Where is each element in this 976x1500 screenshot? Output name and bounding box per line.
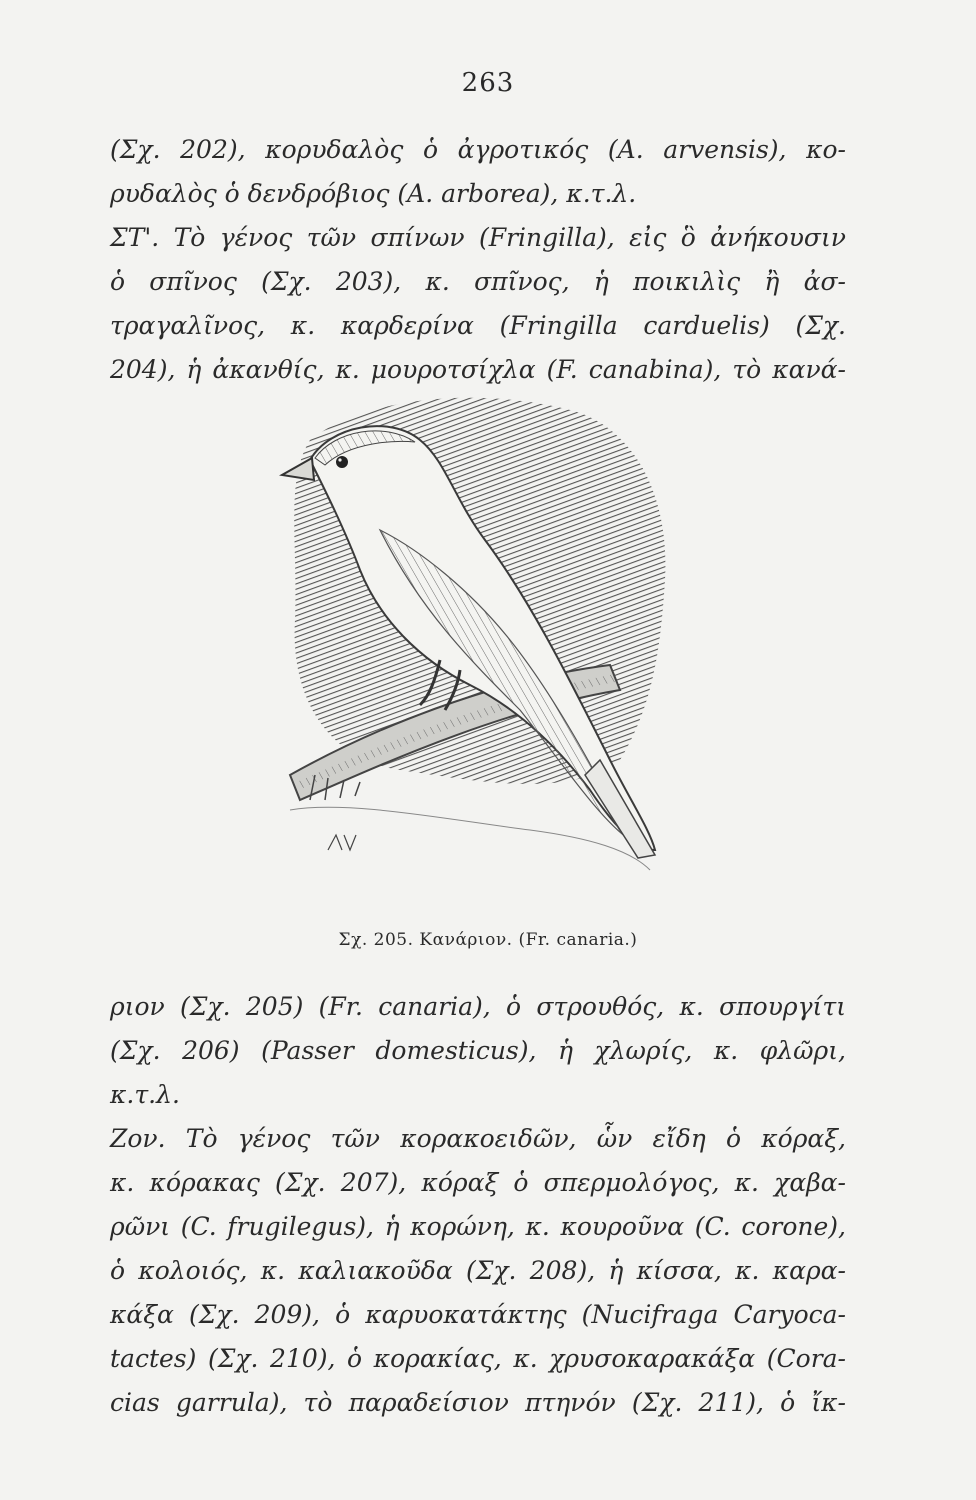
text-line: τραγαλῖνος, κ. καρδερίνα (Fringilla carduelis) (Σχ. [110, 311, 846, 340]
text-line: tactes) (Σχ. 210), ὁ κορακίας, κ. χρυσοκαρακάξα (Cora- [110, 1344, 846, 1373]
text-line: κ. κόρακας (Σχ. 207), κόραξ ὁ σπερμολόγος, κ. χαβα- [110, 1168, 846, 1197]
text-line: (Σχ. 206) (Passer domesticus), ἡ χλωρίς, κ. φλῶρι, [110, 1036, 846, 1065]
text-line: ρυδαλὸς ὁ δενδρόβιος (A. arborea), κ.τ.λ. [110, 179, 637, 208]
page-number: 263 [461, 68, 515, 98]
figure-caption: Σχ. 205. Κανάριον. (Fr. canaria.) [338, 930, 638, 950]
text-line: Ζον. Τὸ γένος τῶν κορακοειδῶν, ὧν εἴδη ὁ κόραξ, [110, 1124, 846, 1153]
text-line: 204), ἡ ἀκανθίς, κ. μουροτσίχλα (F. canabina), τὸ κανά- [110, 355, 846, 384]
text-line: ρῶνι (C. frugilegus), ἡ κορώνη, κ. κουροῦνα (C. corone), [110, 1212, 846, 1241]
text-line: κάξα (Σχ. 209), ὁ καρυοκατάκτης (Nucifraga Caryoca- [110, 1300, 846, 1329]
paragraph-bottom [110, 985, 846, 1425]
text-line: (Σχ. 202), κορυδαλὸς ὁ ἀγροτικός (A. arvensis), κο- [110, 135, 846, 164]
text-line: cias garrula), τὸ παραδείσιον πτηνόν (Σχ. 211), ὁ ἴκ- [110, 1388, 846, 1417]
text-line: ὁ σπῖνος (Σχ. 203), κ. σπῖνος, ἡ ποικιλὶς ἢ ἀσ- [110, 267, 846, 296]
text-line: ὁ κολοιός, κ. καλιακοῦδα (Σχ. 208), ἡ κίσσα, κ. καρα- [110, 1256, 846, 1285]
text-line: κ.τ.λ. [110, 1080, 180, 1109]
text-line: ριον (Σχ. 205) (Fr. canaria), ὁ στρουθός, κ. σπουργίτι [110, 992, 846, 1021]
text-line: ΣΤ'. Τὸ γένος τῶν σπίνων (Fringilla), εἰς ὃ ἀνήκουσιν [110, 223, 846, 252]
canary-illustration [270, 380, 690, 900]
paragraph-top [110, 128, 846, 392]
